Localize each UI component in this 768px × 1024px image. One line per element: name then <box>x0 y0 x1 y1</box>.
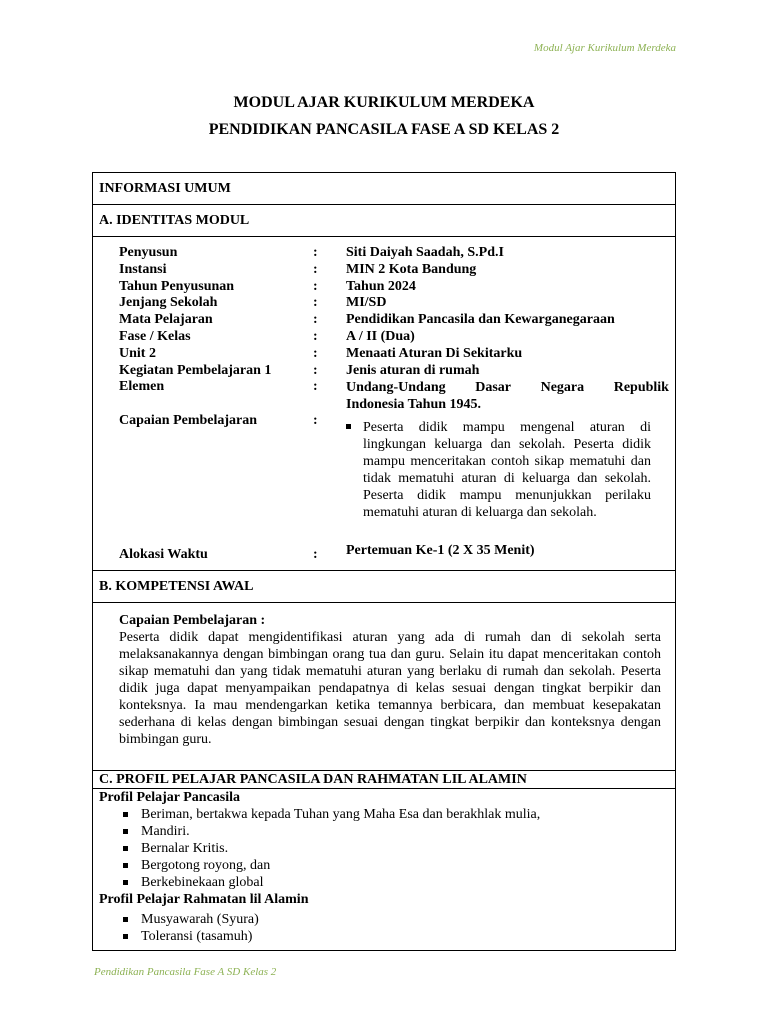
identitas-colon: : <box>313 346 318 361</box>
profil-rahmatan-title: Profil Pelajar Rahmatan lil Alamin <box>99 892 309 907</box>
identitas-key: Kegiatan Pembelajaran 1 <box>119 363 272 378</box>
identitas-key: Penyusun <box>119 245 178 260</box>
elemen-word: Dasar <box>475 380 511 395</box>
elemen-value <box>346 379 669 413</box>
list-item-text: Berkebinekaan global <box>141 875 264 890</box>
profil-pancasila-title: Profil Pelajar Pancasila <box>99 790 241 805</box>
square-bullet-icon <box>123 812 128 817</box>
profil-pancasila-list <box>99 806 669 891</box>
identitas-colon: : <box>313 547 318 562</box>
identitas-colon: : <box>313 329 318 344</box>
identitas-colon: : <box>313 413 318 428</box>
identitas-modul-section <box>93 237 675 571</box>
identitas-colon: : <box>313 245 318 260</box>
square-bullet-icon <box>123 917 128 922</box>
profil-heading: C. PROFIL PELAJAR PANCASILA DAN RAHMATAN LIL ALAMIN <box>93 771 675 789</box>
identitas-value: Menaati Aturan Di Sekitarku <box>346 346 523 361</box>
list-item-text: Toleransi (tasamuh) <box>141 929 253 944</box>
identitas-colon: : <box>313 363 318 378</box>
identitas-value: Jenis aturan di rumah <box>346 363 480 378</box>
kompetensi-awal-heading: B. KOMPETENSI AWAL <box>93 571 675 603</box>
identitas-colon: : <box>313 295 318 310</box>
module-table <box>92 172 676 951</box>
identitas-value: A / II (Dua) <box>346 329 415 344</box>
list-item-text: Beriman, bertakwa kepada Tuhan yang Maha Esa dan berakhlak mulia, <box>141 807 541 822</box>
list-item <box>99 840 669 857</box>
identitas-key: Unit 2 <box>119 346 156 361</box>
informasi-umum-heading: INFORMASI UMUM <box>93 173 675 205</box>
identitas-colon: : <box>313 262 318 277</box>
square-bullet-icon <box>123 934 128 939</box>
list-item <box>99 823 669 840</box>
capaian-key: Capaian Pembelajaran <box>119 413 258 428</box>
elemen-word: Undang-Undang <box>346 380 446 395</box>
square-bullet-icon <box>123 829 128 834</box>
list-item <box>99 806 669 823</box>
elemen-word: Negara <box>540 380 585 395</box>
identitas-modul-heading: A. IDENTITAS MODUL <box>93 205 675 237</box>
identitas-key: Fase / Kelas <box>119 329 191 344</box>
identitas-colon: : <box>313 312 318 327</box>
page-footer: Pendidikan Pancasila Fase A SD Kelas 2 <box>94 966 277 978</box>
identitas-key: Instansi <box>119 262 167 277</box>
kompetensi-label: Capaian Pembelajaran : <box>119 613 266 628</box>
profil-section <box>93 789 675 951</box>
square-bullet-icon <box>123 863 128 868</box>
document-title: MODUL AJAR KURIKULUM MERDEKA <box>233 94 535 111</box>
list-item-text: Bergotong royong, dan <box>141 858 271 873</box>
identitas-key: Mata Pelajaran <box>119 312 213 327</box>
square-bullet-icon <box>123 880 128 885</box>
identitas-value: Pendidikan Pancasila dan Kewarganegaraan <box>346 312 615 327</box>
document-subtitle: PENDIDIKAN PANCASILA FASE A SD KELAS 2 <box>208 121 560 138</box>
list-item-text: Mandiri. <box>141 824 190 839</box>
list-item <box>99 874 669 891</box>
list-item <box>99 911 669 928</box>
identitas-key: Jenjang Sekolah <box>119 295 218 310</box>
identitas-key: Tahun Penyusunan <box>119 279 235 294</box>
identitas-colon: : <box>313 379 318 394</box>
identitas-value: MIN 2 Kota Bandung <box>346 262 477 277</box>
list-item-text: Bernalar Kritis. <box>141 841 229 856</box>
elemen-line2: Indonesia Tahun 1945. <box>346 397 482 412</box>
list-item <box>99 857 669 874</box>
alokasi-key: Alokasi Waktu <box>119 547 208 562</box>
page-header: Modul Ajar Kurikulum Merdeka <box>533 42 676 54</box>
profil-rahmatan-list <box>99 911 669 945</box>
identitas-value: MI/SD <box>346 295 387 310</box>
identitas-value: Tahun 2024 <box>346 279 416 294</box>
elemen-key: Elemen <box>119 379 165 394</box>
identitas-colon: : <box>313 279 318 294</box>
kompetensi-text: Peserta didik dapat mengidentifikasi aturan yang ada di rumah dan di sekolah serta melaksanakannya dengan bimbingan orang tua dan guru. Selain itu dapat menceritakan contoh sikap mematuhi dan yang tidak mematuhi aturan yang berlaku di rumah dan sekolah. Peserta didik juga dapat menyampaikan pendapatnya di kelas sesuai dengan tingkat berpikir dan konteksnya. Ia mau mendengarkan ketika temannya berbicara, dan membuat kesepakatan sederhana di kelas dengan bimbingan sesuai dengan tingkat berpikir dan konteksnya dengan bimbingan guru. <box>119 630 661 747</box>
capaian-list <box>346 419 651 521</box>
identitas-value: Siti Daiyah Saadah, S.Pd.I <box>346 245 504 260</box>
square-bullet-icon <box>346 424 351 429</box>
square-bullet-icon <box>123 846 128 851</box>
list-item <box>99 928 669 945</box>
list-item-text: Musyawarah (Syura) <box>141 912 259 927</box>
capaian-text: Peserta didik mampu mengenal aturan di lingkungan keluarga dan sekolah. Peserta didik mampu menceritakan contoh sikap mematuhi dan tidak mematuhi aturan di keluarga dan sekolah. Peserta didik mampu menunjukkan perilaku mematuhi aturan di keluarga dan sekolah. <box>363 420 651 520</box>
elemen-word: Republik <box>613 380 669 395</box>
alokasi-value: Pertemuan Ke-1 (2 X 35 Menit) <box>346 543 535 558</box>
kompetensi-awal-section <box>93 603 675 771</box>
